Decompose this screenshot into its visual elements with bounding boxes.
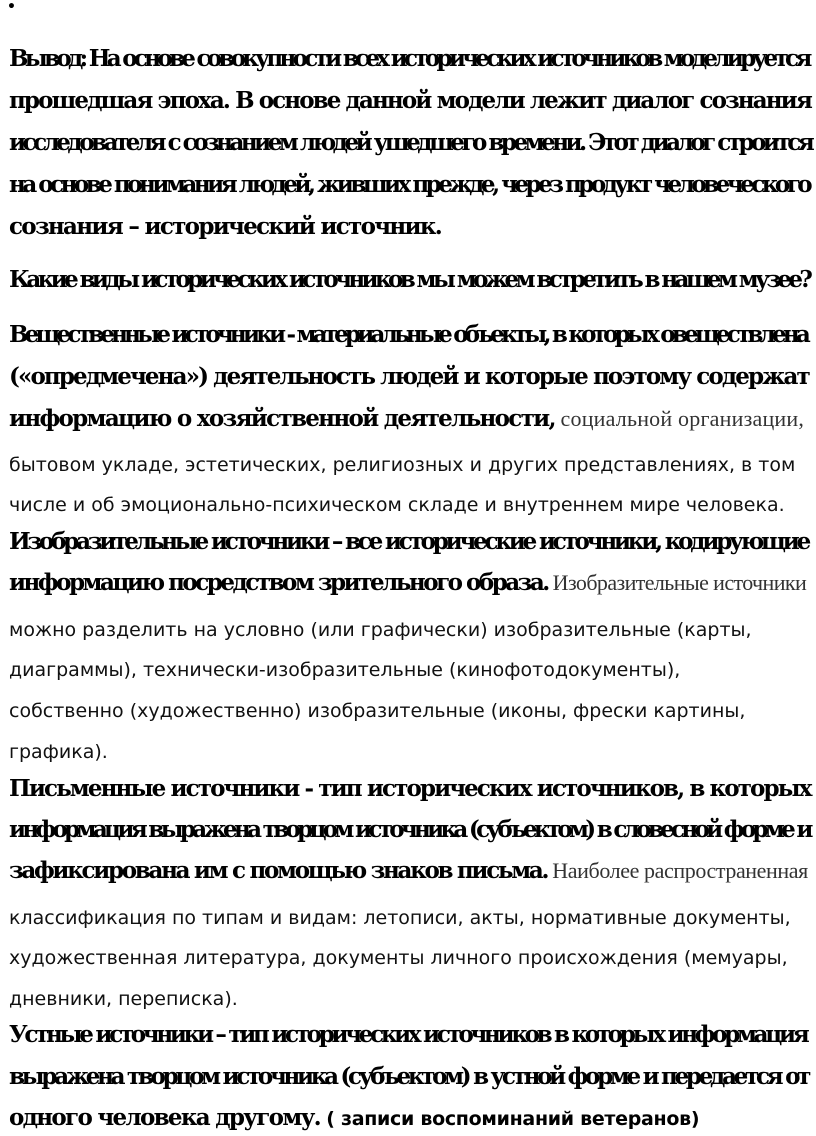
conclusion-text: сознания – исторический источник. (9, 213, 442, 240)
conclusion-line-2 (9, 86, 811, 116)
oral-sources-note: ( записи воспоминаний ветеранов) (319, 1108, 700, 1130)
written-sources-text-regular: Наиболее распространенная (547, 858, 808, 883)
conclusion-text: прошедшая эпоха. В основе данной модели лежит диалог сознания (9, 87, 811, 114)
written-sources-text-sans: классификация по типам и видам: летописи, акты, нормативные документы, (9, 907, 791, 929)
visual-sources-text-sans: диаграммы), технически-изобразительные (кинофотодокументы), (9, 659, 681, 681)
question-heading (9, 265, 809, 295)
material-sources-line-1 (9, 320, 807, 350)
written-sources-text: зафиксирована им с помощью знаков письма. (9, 857, 548, 884)
written-sources-line-6 (9, 983, 238, 1014)
oral-sources-text: выражена творцом источника (субъектом) в устной форме и передается от (9, 1063, 809, 1090)
visual-sources-line-4 (9, 654, 680, 685)
written-sources-text-sans: дневники, переписка). (9, 988, 238, 1010)
oral-sources-line-3 (9, 1103, 699, 1134)
visual-sources-line-3 (9, 614, 752, 645)
material-sources-text-regular: социальной организации, (554, 406, 805, 431)
written-sources-text: информация выражена творцом источника (субъектом) в словесной форме и (9, 816, 810, 843)
written-sources-text: Письменные источники - тип исторических источников, в которых (9, 775, 811, 802)
oral-sources-line-2 (9, 1062, 808, 1092)
conclusion-line-3 (9, 128, 811, 158)
conclusion-text: на основе понимания людей, живших прежде, через продукт человеческого (9, 171, 810, 198)
material-sources-line-3 (9, 404, 804, 434)
written-sources-text-sans: художественная литература, документы личного происхождения (мемуары, (9, 947, 788, 969)
material-sources-text: («опредмечена») деятельность людей и которые поэтому содержат (9, 363, 809, 390)
question-text: Какие виды исторических источников мы можем встретить в нашем музее? (9, 266, 810, 293)
written-sources-line-1 (9, 774, 811, 804)
material-sources-line-4 (9, 449, 795, 480)
visual-sources-line-6 (9, 736, 108, 767)
bullet-mark: • (7, 0, 16, 15)
material-sources-text: Вещественные источники - материальные объекты, в которых овеществлена (9, 321, 807, 348)
visual-sources-line-5 (9, 695, 745, 726)
written-sources-line-4 (9, 902, 791, 933)
visual-sources-line-2 (9, 568, 806, 598)
conclusion-text: исследователя с сознанием людей ушедшего времени. Этот диалог строится (9, 129, 812, 156)
visual-sources-text-sans: можно разделить на условно (или графически) изобразительные (карты, (9, 619, 752, 641)
material-sources-line-2 (9, 362, 809, 392)
material-sources-text-sans: бытовом укладе, эстетических, религиозных и других представлениях, в том (9, 454, 796, 476)
conclusion-line-1 (9, 44, 809, 74)
material-sources-text-sans: числе и об эмоционально-психическом складе и внутреннем мире человека. (9, 494, 785, 516)
conclusion-text: Вывод: На основе совокупности всех исторических источников моделируется (9, 45, 809, 72)
oral-sources-text: одного человека другому. (9, 1104, 320, 1131)
visual-sources-text: информацию посредством зрительного образа. (9, 569, 548, 596)
oral-sources-line-1 (9, 1020, 806, 1050)
oral-sources-text: Устные источники – тип исторических источников в которых информация (9, 1021, 807, 1048)
conclusion-line-5 (9, 212, 441, 242)
material-sources-text: информацию о хозяйственной деятельности, (9, 405, 555, 432)
visual-sources-text-regular: Изобразительные источники (547, 570, 807, 595)
written-sources-line-3 (9, 856, 808, 886)
conclusion-line-4 (9, 170, 809, 200)
written-sources-line-5 (9, 942, 788, 973)
material-sources-line-5 (9, 489, 785, 520)
visual-sources-text: Изобразительные источники – все исторические источники, кодирующие (9, 528, 809, 555)
visual-sources-line-1 (9, 527, 808, 557)
visual-sources-text-sans: собственно (художественно) изобразительные (иконы, фрески картины, (9, 700, 746, 722)
visual-sources-text-sans: графика). (9, 741, 108, 763)
written-sources-line-2 (9, 815, 810, 845)
